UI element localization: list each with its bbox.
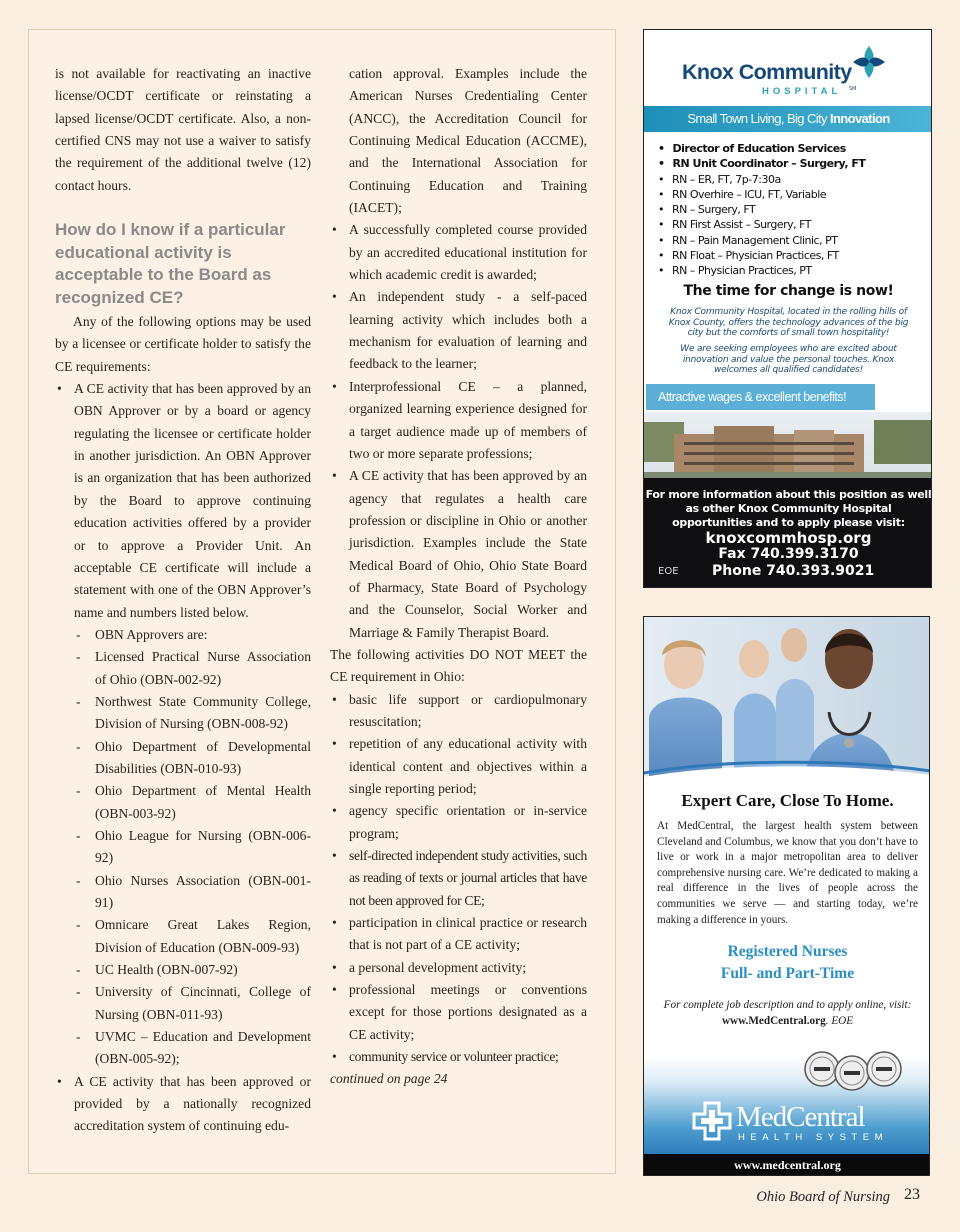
- knox-job-item: • RN – ER, FT, 7p-7:30a: [658, 172, 865, 187]
- knox-job-item: • RN Float – Physician Practices, FT: [658, 248, 865, 263]
- knox-job-item: • RN Overhire – ICU, FT, Variable: [658, 187, 865, 202]
- knox-job-item: • RN – Pain Management Clinic, PT: [658, 233, 865, 248]
- bullet-item: • A CE activity that has been approved by an agency that regulates a health care profession or discipline in Ohio or another jurisdiction. Examples include the State Medical Board of Ohio, Ohio State Board of Pharmacy, State Board of Psychology and the Counselor, Social Worker and Marriage & Family Therapist Board.: [330, 465, 587, 644]
- page-number: 23: [904, 1186, 920, 1203]
- medcentral-apply-link[interactable]: www.MedCentral.org: [721, 1014, 826, 1027]
- approver-item: - Omnicare Great Lakes Region, Division of Education (OBN-009-93): [55, 914, 311, 959]
- not-meet-item: • basic life support or cardiopulmonary resuscitation;: [330, 689, 587, 734]
- approver-item: - Ohio Nurses Association (OBN-001-91): [55, 870, 311, 915]
- knox-job-item: • RN – Physician Practices, PT: [658, 263, 865, 278]
- knox-hospital-ad[interactable]: [643, 29, 932, 588]
- medcentral-logo-sub: HEALTH SYSTEM: [738, 1132, 888, 1143]
- approver-item: - Northwest State Community College, Division of Nursing (OBN-008-92): [55, 691, 311, 736]
- approver-item: - OBN Approvers are:: [55, 624, 311, 646]
- intro-paragraph: is not available for reactivating an inactive license/OCDT certificate or reinstating a lapsed license/OCDT certificate. Also, a non-certified CNS may not use a waiver to satisfy the requirement of the additional twelve (12) contact hours.: [55, 66, 311, 193]
- section-heading: How do I know if a particular educational activity is acceptable to the Board as recognized CE?: [55, 220, 286, 307]
- not-meet-item: • professional meetings or conventions except for those portions designated as a CE activity;: [330, 979, 587, 1046]
- approver-item: - UVMC – Education and Development (OBN-005-92);: [55, 1026, 311, 1071]
- knox-info-text: For more information about this position as well as other Knox Community Hospital opportunities and to apply please visit:: [645, 488, 932, 529]
- not-meet-item: • agency specific orientation or in-service program;: [330, 800, 587, 845]
- approver-item: - UC Health (OBN-007-92): [55, 959, 311, 981]
- medcentral-headline: Expert Care, Close To Home.: [681, 791, 894, 810]
- medcentral-apply-prefix: For complete job description and to apply online, visit:: [663, 999, 912, 1011]
- approver-item: - Ohio League for Nursing (OBN-006-92): [55, 825, 311, 870]
- knox-job-item: • RN First Assist – Surgery, FT: [658, 217, 865, 232]
- knox-job-list: [658, 141, 865, 279]
- knox-website-link[interactable]: knoxcommhosp.org: [705, 529, 872, 547]
- medcentral-cross-logo-icon: [692, 1101, 732, 1141]
- medcentral-logo-name: MedCentral: [736, 1101, 865, 1133]
- knox-wages-banner: Attractive wages & excellent benefits!: [646, 384, 875, 410]
- knox-job-item: • RN Unit Coordinator – Surgery, FT: [658, 156, 865, 171]
- not-meet-item: • participation in clinical practice or research that is not part of a CE activity;: [330, 912, 587, 957]
- approver-item: - University of Cincinnati, College of Nursing (OBN-011-93): [55, 981, 311, 1026]
- bullet-obn-approver: • A CE activity that has been approved by an OBN Approver or by a board or agency regulating the licensee or certificate holder in another jurisdiction. An OBN Approver is an organization that has been authorized by the Board to approve continuing education activities offered by a provider or to approve a Provider Unit. An acceptable CE certificate will include a statement with one of the OBN Approver’s name and numbers listed below.: [55, 378, 311, 624]
- options-paragraph: Any of the following options may be used by a licensee or certificate holder to satisfy the CE requirements:: [55, 314, 311, 374]
- knox-logo-sm: SM: [849, 86, 857, 92]
- knox-logo-hospital: HOSPITAL: [762, 86, 842, 97]
- footer-publication: Ohio Board of Nursing: [756, 1189, 890, 1205]
- knox-tagline-band: [644, 106, 932, 132]
- knox-tagline-b: Innovation: [829, 111, 890, 126]
- award-seals-icon: [644, 1043, 930, 1103]
- knox-fax: Fax 740.399.3170: [718, 546, 859, 562]
- medcentral-apply-eoe: . EOE: [825, 1014, 854, 1027]
- nurses-photo-image: [644, 617, 930, 787]
- knox-logo-name: Knox Community: [682, 60, 852, 84]
- approver-item: - Licensed Practical Nurse Association of Ohio (OBN-002-92): [55, 646, 311, 691]
- medcentral-rn-title: Registered Nurses: [727, 943, 848, 960]
- bullet-item: • An independent study - a self-paced learning activity which includes both a mechanism for evaluation of learning and feedback to the learner;: [330, 286, 587, 375]
- knox-tagline-a: Small Town Living, Big City: [687, 111, 827, 126]
- medcentral-ad[interactable]: [643, 616, 930, 1176]
- medcentral-apply-text: [654, 998, 921, 1029]
- medcentral-body: At MedCentral, the largest health system between Cleveland and Columbus, we know that you don’t have to live or work in a major metropolitan area to deliver comprehensive nursing care. We’re dedicated to making a real difference in the lives of people across the communities we serve — and starting today, we’re making a difference in yours.: [657, 820, 918, 926]
- approver-item: - Ohio Department of Mental Health (OBN-003-92): [55, 780, 311, 825]
- knox-job-item: • RN – Surgery, FT: [658, 202, 865, 217]
- bullet-item: • Interprofessional CE – a planned, organized learning experience designed for a target audience made up of members of two or more separate professions;: [330, 376, 587, 465]
- medcentral-website-link[interactable]: www.medcentral.org: [644, 1154, 930, 1176]
- knox-job-item: • Director of Education Services: [658, 141, 865, 156]
- not-meet-item: • repetition of any educational activity with identical content and objectives within a single reporting period;: [330, 733, 587, 800]
- knox-phone: Phone 740.393.9021: [712, 563, 875, 579]
- not-meet-intro: The following activities DO NOT MEET the CE requirement in Ohio:: [330, 646, 587, 685]
- continued-text: cation approval. Examples include the American Nurses Credentialing Center (ANCC), the Accreditation Council for Continuing Medical Education (ACCME), and the International Association for Continuing Education and Training (IACET);: [349, 66, 587, 216]
- not-meet-item: • self-directed independent study activities, such as reading of texts or journal articles that have not been approved for CE;: [330, 845, 587, 912]
- medcentral-rn-type: Full- and Part-Time: [720, 965, 855, 982]
- knox-change-heading: The time for change is now!: [683, 283, 894, 299]
- knox-description-2: We are seeking employees who are excited about innovation and value the personal touches. Knox welcomes all qualified candidates!: [680, 344, 897, 375]
- not-meet-item: • community service or volunteer practice;: [330, 1046, 587, 1068]
- knox-eoe: EOE: [658, 566, 679, 577]
- bullet-national-accreditation: • A CE activity that has been approved or provided by a nationally recognized accreditation system of continuing edu-: [55, 1071, 311, 1138]
- not-meet-item: • a personal development activity;: [330, 957, 587, 979]
- knox-description-1: Knox Community Hospital, located in the rolling hills of Knox County, offers the technology advances of the big city but the comforts of small town hospitality!: [668, 307, 909, 338]
- article-right-column: [330, 63, 587, 1091]
- article-left-column: [55, 63, 311, 1138]
- bullet-item: • A successfully completed course provided by an accredited educational institution for which academic credit is awarded;: [330, 219, 587, 286]
- medcentral-positions: [644, 941, 930, 985]
- approver-item: - Ohio Department of Developmental Disabilities (OBN-010-93): [55, 736, 311, 781]
- continued-on-page: continued on page 24: [330, 1071, 448, 1087]
